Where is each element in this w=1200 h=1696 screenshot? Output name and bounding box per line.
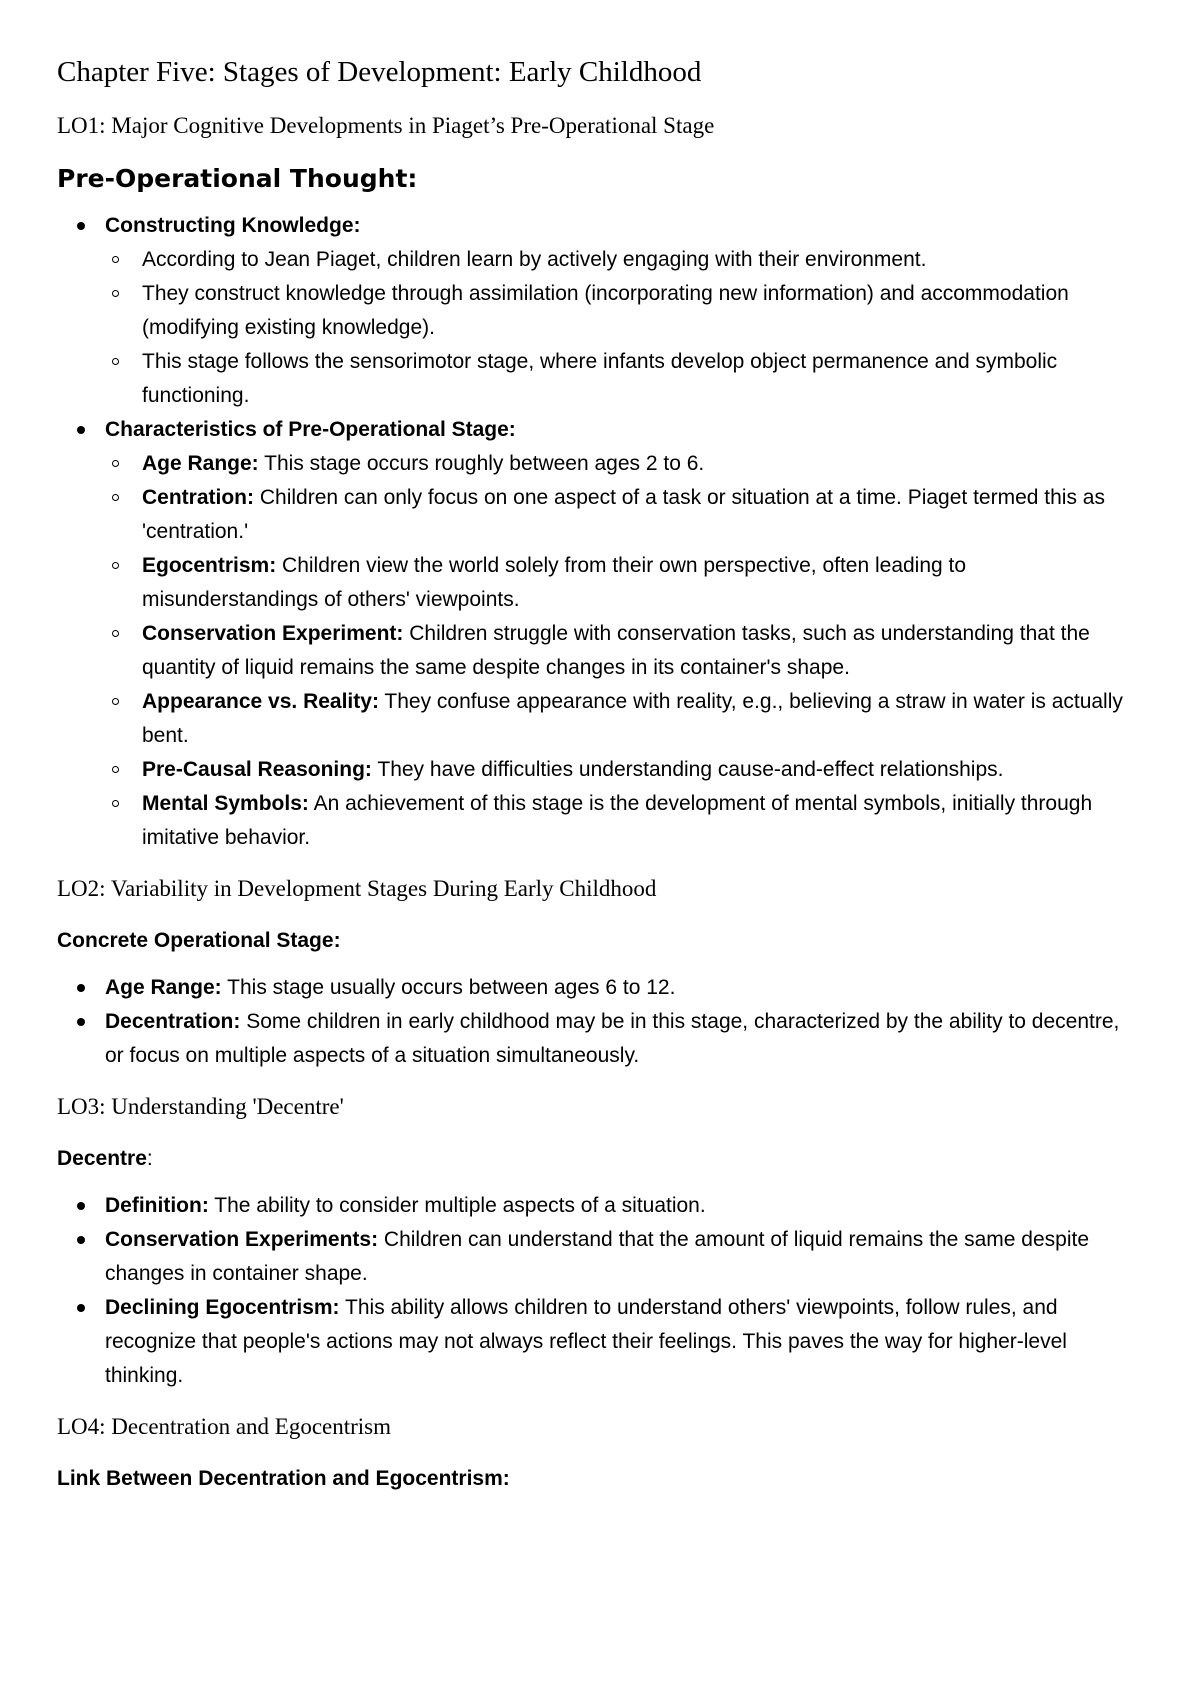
item-term: Centration:	[142, 486, 254, 509]
item-term: Age Range:	[105, 976, 222, 999]
item-text: This stage usually occurs between ages 6 to 12.	[227, 976, 676, 999]
list-item	[57, 685, 1140, 753]
concrete-operational-stage-heading: Concrete Operational Stage:	[57, 929, 341, 952]
item-text: According to Jean Piaget, children learn by actively engaging with their environment.	[142, 248, 927, 271]
item-term: Egocentrism:	[142, 554, 277, 577]
list-item	[57, 413, 1140, 855]
list-item	[57, 753, 1140, 787]
item-term: Conservation Experiments:	[105, 1228, 379, 1251]
item-text: They construct knowledge through assimilation (incorporating new information) and accommodation (modifying existing knowledge).	[142, 282, 1069, 339]
item-text: Children view the world solely from their own perspective, often leading to misunderstandings of others' viewpoints.	[142, 554, 967, 611]
item-text: Some children in early childhood may be in this stage, characterized by the ability to decentre, or focus on multiple aspects of a situation simultaneously.	[105, 1010, 1120, 1067]
decentre-heading	[57, 1143, 1140, 1175]
list-item	[57, 447, 1140, 481]
list-item	[57, 209, 1140, 413]
item-text: This stage follows the sensorimotor stage, where infants develop object permanence and symbolic functioning.	[142, 350, 1058, 407]
sub-bullet-list	[105, 243, 1140, 413]
list-item	[57, 345, 1140, 413]
item-text: This ability allows children to understand others' viewpoints, follow rules, and recognize that people's actions may not always reflect their feelings. This paves the way for higher-level thinking.	[105, 1296, 1067, 1387]
item-term: Mental Symbols:	[142, 792, 309, 815]
lo3-heading: LO3: Understanding 'Decentre'	[57, 1094, 344, 1119]
item-term: Conservation Experiment:	[142, 622, 404, 645]
item-text: The ability to consider multiple aspects of a situation.	[214, 1194, 706, 1217]
item-term: Definition:	[105, 1194, 209, 1217]
list-item	[57, 787, 1140, 855]
item-text: Children struggle with conservation tasks, such as understanding that the quantity of liquid remains the same despite changes in its container's shape.	[142, 622, 1090, 679]
list-item	[57, 549, 1140, 617]
list-item	[57, 481, 1140, 549]
page-title: Chapter Five: Stages of Development: Early Childhood	[57, 56, 702, 88]
item-term: Decentration:	[105, 1010, 241, 1033]
bullet-label: Constructing Knowledge:	[105, 214, 361, 237]
item-text: They confuse appearance with reality, e.g., believing a straw in water is actually bent.	[142, 690, 1123, 747]
item-term: Pre-Causal Reasoning:	[142, 758, 372, 781]
lo2-bullet-list	[57, 971, 1140, 1073]
list-item	[57, 1291, 1140, 1393]
list-item	[57, 243, 1140, 277]
item-term: Appearance vs. Reality:	[142, 690, 379, 713]
lo1-bullet-list	[57, 209, 1140, 855]
item-text: Children can understand that the amount of liquid remains the same despite changes in container shape.	[105, 1228, 1090, 1285]
list-item	[57, 1005, 1140, 1073]
lo3-bullet-list	[57, 1189, 1140, 1393]
item-term: Age Range:	[142, 452, 259, 475]
pre-operational-thought-heading: Pre-Operational Thought:	[57, 164, 418, 193]
bullet-label: Characteristics of Pre-Operational Stage:	[105, 418, 516, 441]
item-text: This stage occurs roughly between ages 2 to 6.	[264, 452, 705, 475]
list-item	[57, 1189, 1140, 1223]
lo1-heading: LO1: Major Cognitive Developments in Piaget’s Pre-Operational Stage	[57, 113, 715, 138]
item-text: Children can only focus on one aspect of a task or situation at a time. Piaget termed this as 'centration.'	[142, 486, 1105, 543]
sub-bullet-list	[105, 447, 1140, 855]
list-item	[57, 617, 1140, 685]
list-item	[57, 1223, 1140, 1291]
list-item	[57, 971, 1140, 1005]
item-term: Declining Egocentrism:	[105, 1296, 340, 1319]
item-text: An achievement of this stage is the development of mental symbols, initially through imitative behavior.	[142, 792, 1093, 849]
list-item	[57, 277, 1140, 345]
lo4-heading: LO4: Decentration and Egocentrism	[57, 1414, 392, 1439]
lo2-heading: LO2: Variability in Development Stages During Early Childhood	[57, 876, 657, 901]
link-decentration-egocentrism-heading: Link Between Decentration and Egocentrism:	[57, 1467, 510, 1490]
decentre-heading-colon: :	[146, 1147, 153, 1170]
decentre-heading-label: Decentre	[57, 1147, 147, 1170]
item-text: They have difficulties understanding cause-and-effect relationships.	[377, 758, 1004, 781]
